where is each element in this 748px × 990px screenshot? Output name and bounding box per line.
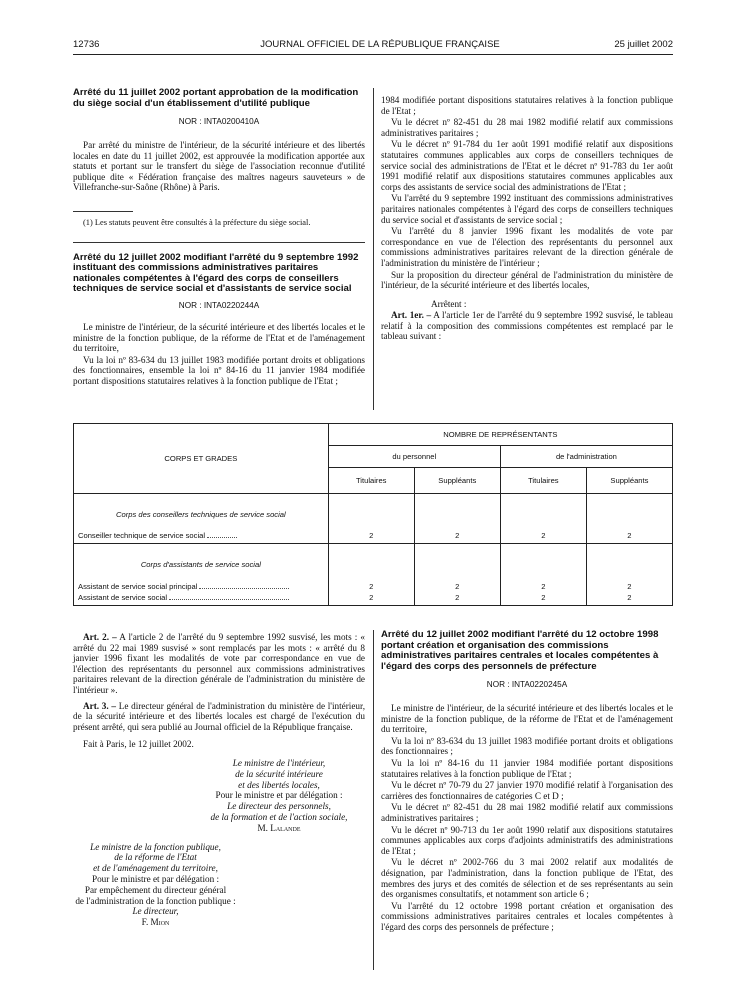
signature-block-interior: Le ministre de l'intérieur, de la sécurité intérieure et des libertés locales, Pour le ministre et par délégation : Le directeur des personnels, de la formation et de l'action sociale, M. Lalande — [210, 757, 348, 833]
header-titulaires: Titulaires — [500, 468, 586, 494]
leader-dots — [169, 599, 289, 600]
article-3: Art. 3. – Le directeur général de l'administration du ministère de l'intérieur, de la sécurité intérieure et des libertés locales est chargé de l'exécution du présent arrêté, qui sera publié au Journal officiel de la République française. — [73, 700, 366, 732]
article-label: Art. 1er. – — [391, 310, 432, 321]
article-1 — [381, 310, 673, 342]
article-paragraph: Le ministre de l'intérieur, de la sécurité intérieure et des libertés locales et le ministre de la fonction publique, de la réforme de l'Etat et de l'aménagement du territoire, — [73, 321, 365, 354]
issue-date: 25 juillet 2002 — [614, 39, 673, 50]
grade-name: Conseiller technique de service social — [78, 531, 324, 540]
journal-title: JOURNAL OFFICIEL DE LA RÉPUBLIQUE FRANÇAISE — [260, 39, 500, 50]
article-paragraph: 1984 modifiée portant dispositions statutaires relatives à la fonction publique de l'Etat ; — [381, 95, 673, 116]
article-paragraph: Sur la proposition du directeur général de l'administration du ministère de l'intérieur, de la sécurité intérieure et des libertés locales, — [381, 269, 673, 291]
page-number: 12736 — [73, 39, 100, 50]
footnote: (1) Les statuts peuvent être consultés à la préfecture du siège social. — [83, 217, 311, 227]
nor-reference: NOR : INTA0200410A — [178, 117, 260, 126]
article-paragraph: Vu le décret nº 82-451 du 28 mai 1982 modifié relatif aux commissions administratives paritaires ; — [381, 802, 673, 823]
article-body: Par arrêté du ministre de l'intérieur, de la sécurité intérieure et des libertés locales en date du 11 juillet 2002, est approuvée la modification apportée aux statuts et portant sur le transfert du siège de l'association reconnue d'utilité publique dite « Fédération française des maîtres nageurs sauveteurs » de Villefranche-sur-Saône (Rhône) à Paris. — [73, 140, 365, 193]
grade-name: Assistant de service social — [78, 592, 324, 603]
article-paragraph: Vu l'arrêté du 8 janvier 1996 fixant les modalités de vote par correspondance en vue de l'élection des représentants du personnel aux commissions administratives paritaires relevant de la direction générale de l'administration du ministère de l'intérieur ; — [381, 226, 673, 268]
value-cell: 2 — [328, 494, 414, 544]
header-titulaires: Titulaires — [328, 468, 414, 494]
header-rule — [73, 54, 673, 55]
header-suppleants: Suppléants — [414, 468, 500, 494]
article-title: Arrêté du 12 juillet 2002 modifiant l'arrêté du 9 septembre 1992 instituant des commissions administratives paritaires nationales compétentes à l'égard des corps de conseillers techniques de service social et d'assistants de service social — [73, 251, 359, 295]
grade-name: Assistant de service social principal — [78, 581, 324, 592]
article-paragraph: Vu la loi nº 83-634 du 13 juillet 1983 modifiée portant droits et obligations des fonctionnaires, ensemble la loi nº 84-16 du 11 janvier 1984 modifiée portant dispositions statutaires relatives à la fonction publique de l'Etat ; — [73, 354, 365, 386]
value-cell: 2 2 — [500, 544, 586, 606]
arretent: Arrêtent : — [431, 298, 467, 309]
fait-a-paris: Fait à Paris, le 12 juillet 2002. — [83, 739, 194, 750]
leader-dots — [199, 588, 289, 589]
article-paragraph: Vu le décret nº 90-713 du 1er août 1990 relatif aux dispositions statutaires communes applicables aux corps d'adjoints administratifs des administrations de l'Etat ; — [381, 824, 673, 856]
article-paragraph: Vu le décret nº 2002-766 du 3 mai 2002 relatif aux modalités de désignation, par l'administration, dans la fonction publique de l'Etat, des membres des jurys et des comités de sélection et de ses représentants au sein des organismes consultatifs, et notamment son article 6 ; — [381, 857, 673, 900]
header-nombre: NOMBRE DE REPRÉSENTANTS — [328, 424, 672, 446]
article-paragraph: Vu la loi nº 84-16 du 11 janvier 1984 modifiée portant dispositions statutaires relatives à la fonction publique de l'Etat ; — [381, 757, 673, 779]
right-column-bottom — [381, 630, 673, 933]
nor-reference: NOR : INTA0220244A — [178, 300, 260, 310]
leader-dots — [207, 537, 237, 538]
section-divider — [73, 242, 365, 243]
group-heading: Corps d'assistants de service social — [140, 560, 261, 569]
grade-cell — [74, 494, 329, 544]
article-paragraph: Vu l'arrêté du 9 septembre 1992 instituant des commissions administratives paritaires nationales compétentes à l'égard des corps de conseillers techniques du service social et d'assistants de service social ; — [381, 193, 673, 225]
header-corps-grades: CORPS ET GRADES — [74, 424, 329, 494]
article-paragraph: Vu le décret nº 70-79 du 27 janvier 1970 modifié relatif à l'organisation des carrières des fonctionnaires de catégories C et D ; — [381, 780, 673, 801]
header-personnel: du personnel — [328, 446, 500, 468]
article-title: Arrêté du 11 juillet 2002 portant approbation de la modification du siège social d'un établissement d'utilité publique — [73, 87, 359, 109]
grade-cell — [74, 544, 329, 606]
article-paragraph: Vu le décret nº 91-784 du 1er août 1991 modifié relatif aux dispositions statutaires communes applicables aux corps de conseillers techniques de service social des administrations de l'Etat et le décret nº 91-783 du 1er août 1991 modifié relatif aux dispositions statutaires communes applicables aux corps des assistants de service social des administrations de l'Etat ; — [381, 139, 673, 192]
signature-block-fonction-publique: Le ministre de la fonction publique, de la réforme de l'Etat et de l'aménagement du territoire, Pour le ministre et par délégation : Par empêchement du directeur général de l'administration de la fonction publique : Le directeur, F. Mion — [75, 841, 236, 928]
value-cell: 2 2 — [414, 544, 500, 606]
left-column-top — [73, 87, 365, 386]
left-column-bottom — [73, 632, 365, 928]
value-cell: 2 — [500, 494, 586, 544]
header-suppleants: Suppléants — [586, 468, 672, 494]
header-administration: de l'administration — [500, 446, 672, 468]
footnote-rule — [73, 211, 133, 212]
column-divider — [373, 630, 374, 970]
right-column-top — [381, 95, 673, 343]
table-row — [74, 494, 673, 544]
article-2: Art. 2. – A l'article 2 de l'arrêté du 9 septembre 1992 susvisé, les mots : « arrêté du 22 mai 1989 susvisé » sont remplacés par les mots : « arrêté du 8 janvier 1996 fixant les modalités de vote par correspondance en vue de l'élection des représentants du personnel aux commissions administratives paritaires relevant de la direction générale de l'administration du ministère de l'intérieur ». — [73, 632, 365, 695]
article-paragraph: Vu la loi nº 83-634 du 13 juillet 1983 modifiée portant droits et obligations des fonctionnaires ; — [381, 735, 673, 757]
nor-reference: NOR : INTA0220245A — [486, 680, 568, 689]
article-text: A l'article 1er de l'arrêté du 9 septembre 1992 susvisé, le tableau relatif à la composition des commissions compétentes est remplacé par le tableau suivant : — [381, 310, 673, 342]
group-heading: Corps des conseillers techniques de service social — [116, 510, 286, 519]
table-row — [74, 544, 673, 606]
value-cell: 2 2 — [328, 544, 414, 606]
representatives-table — [73, 423, 673, 606]
value-cell: 2 — [414, 494, 500, 544]
value-cell: 2 — [586, 494, 672, 544]
article-paragraph: Le ministre de l'intérieur, de la sécurité intérieure et des libertés locales et le ministre de la fonction publique, de la réforme de l'Etat et de l'aménagement du territoire, — [381, 703, 673, 735]
article-paragraph: Vu l'arrêté du 12 octobre 1998 portant création et organisation des commissions administratives paritaires centrales et locales compétentes à l'égard des corps des personnels de préfecture ; — [381, 900, 673, 932]
value-cell: 2 2 — [586, 544, 672, 606]
column-divider — [373, 88, 374, 410]
article-paragraph: Vu le décret nº 82-451 du 28 mai 1982 modifié relatif aux commissions administratives paritaires ; — [381, 117, 673, 138]
article-title: Arrêté du 12 juillet 2002 modifiant l'arrêté du 12 octobre 1998 portant création et organisation des commissions administratives paritaires centrales et locales compétentes à l'égard des corps des personnels de préfecture — [381, 629, 659, 672]
